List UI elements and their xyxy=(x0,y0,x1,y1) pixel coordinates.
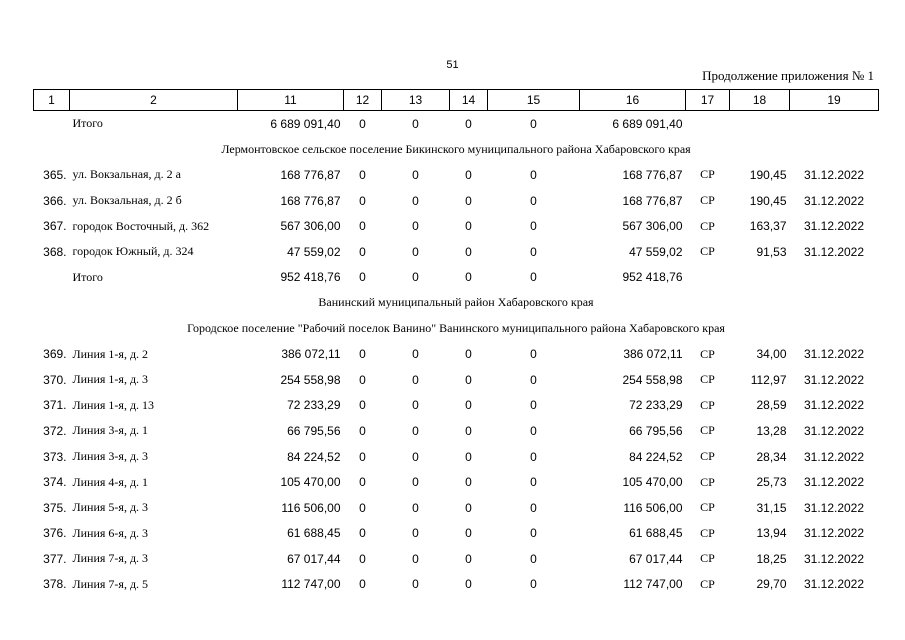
amount-col11: 168 776,87 xyxy=(280,193,341,208)
value-col13: 0 xyxy=(412,526,419,541)
value-col14: 0 xyxy=(465,193,472,208)
amount-col16: 116 506,00 xyxy=(623,500,683,515)
code-col17 xyxy=(686,265,730,291)
value-col18: 25,73 xyxy=(756,475,787,490)
row-number: 370. xyxy=(43,372,67,387)
amount-col11: 168 776,87 xyxy=(280,167,341,182)
value-col18 xyxy=(730,111,790,137)
table-row xyxy=(34,444,879,470)
code-col17: СР xyxy=(700,551,715,566)
value-col18: 112,97 xyxy=(750,372,787,387)
column-header: 15 xyxy=(488,90,580,111)
address: Линия 6-я, д. 3 xyxy=(72,525,149,540)
value-col12: 0 xyxy=(359,244,366,259)
value-col15: 0 xyxy=(530,398,537,413)
table-header-row xyxy=(34,90,879,111)
date-col19: 31.12.2022 xyxy=(803,500,865,515)
table-row xyxy=(34,213,879,239)
table-row xyxy=(34,393,879,419)
table-row xyxy=(34,469,879,495)
table-row xyxy=(34,239,879,265)
amount-col16: 168 776,87 xyxy=(622,167,683,182)
row-number: 371. xyxy=(43,398,67,413)
value-col18: 31,15 xyxy=(756,500,787,515)
value-col12: 0 xyxy=(359,449,366,464)
continuation-note: Продолжение приложения № 1 xyxy=(702,68,874,83)
amount-col11: 6 689 091,40 xyxy=(270,116,341,131)
value-col14: 0 xyxy=(465,270,472,285)
value-col13: 0 xyxy=(412,219,419,234)
amount-col11: 66 795,56 xyxy=(287,423,341,438)
value-col13: 0 xyxy=(412,500,419,515)
row-number: 372. xyxy=(43,423,67,438)
value-col13: 0 xyxy=(412,398,419,413)
column-header: 2 xyxy=(70,90,238,111)
value-col13: 0 xyxy=(412,423,419,438)
column-header: 1 xyxy=(34,90,70,111)
row-number: 366. xyxy=(43,193,67,208)
value-col14: 0 xyxy=(465,398,472,413)
row-number: 375. xyxy=(43,500,67,515)
code-col17: СР xyxy=(700,244,715,259)
date-col19: 31.12.2022 xyxy=(803,551,865,566)
value-col14: 0 xyxy=(465,219,472,234)
date-col19: 31.12.2022 xyxy=(803,423,865,438)
value-col14: 0 xyxy=(465,449,472,464)
code-col17: СР xyxy=(700,576,715,591)
date-col19: 31.12.2022 xyxy=(803,475,865,490)
section-heading: Ванинский муниципальный район Хабаровского края xyxy=(318,295,594,310)
column-header: 16 xyxy=(580,90,686,111)
value-col18: 163,37 xyxy=(749,219,787,234)
value-col12: 0 xyxy=(359,423,366,438)
address: Линия 7-я, д. 5 xyxy=(72,576,149,591)
value-col18: 13,94 xyxy=(756,526,787,541)
table-row xyxy=(34,162,879,188)
row-number: 369. xyxy=(43,347,67,362)
value-col15: 0 xyxy=(530,270,537,285)
value-col12: 0 xyxy=(359,500,366,515)
value-col14: 0 xyxy=(465,551,472,566)
address: городок Южный, д. 324 xyxy=(72,244,194,259)
section-heading-row xyxy=(34,290,879,316)
code-col17: СР xyxy=(700,218,715,233)
value-col15: 0 xyxy=(530,526,537,541)
code-col17: СР xyxy=(700,167,715,182)
value-col18 xyxy=(730,265,790,291)
row-number: 367. xyxy=(43,219,67,234)
value-col13: 0 xyxy=(412,372,419,387)
value-col12: 0 xyxy=(359,372,366,387)
value-col13: 0 xyxy=(412,116,419,131)
address: Линия 1-я, д. 3 xyxy=(72,372,149,387)
value-col14: 0 xyxy=(465,167,472,182)
data-table xyxy=(33,89,879,597)
table-row xyxy=(34,265,879,291)
row-number xyxy=(34,111,70,137)
code-col17: СР xyxy=(700,397,715,412)
value-col18: 34,00 xyxy=(756,347,787,362)
amount-col11: 72 233,29 xyxy=(287,398,341,413)
row-number: 365. xyxy=(43,167,67,182)
value-col14: 0 xyxy=(465,372,472,387)
value-col13: 0 xyxy=(412,270,419,285)
code-col17: СР xyxy=(700,449,715,464)
value-col15: 0 xyxy=(530,475,537,490)
row-number: 373. xyxy=(43,449,67,464)
amount-col16: 952 418,76 xyxy=(622,270,683,285)
date-col19: 31.12.2022 xyxy=(803,347,865,362)
row-number: 368. xyxy=(43,244,67,259)
value-col14: 0 xyxy=(465,475,472,490)
value-col14: 0 xyxy=(465,244,472,259)
row-number xyxy=(34,265,70,291)
code-col17: СР xyxy=(700,423,715,438)
value-col15: 0 xyxy=(530,219,537,234)
value-col14: 0 xyxy=(465,116,472,131)
value-col18: 190,45 xyxy=(749,167,787,182)
value-col12: 0 xyxy=(359,193,366,208)
value-col14: 0 xyxy=(465,577,472,592)
code-col17: СР xyxy=(700,525,715,540)
amount-col16: 67 017,44 xyxy=(629,551,683,566)
value-col14: 0 xyxy=(465,500,472,515)
column-header: 19 xyxy=(790,90,879,111)
amount-col16: 254 558,98 xyxy=(622,372,683,387)
value-col12: 0 xyxy=(359,526,366,541)
page-number: 51 xyxy=(446,59,459,71)
code-col17: СР xyxy=(700,500,715,515)
row-number: 378. xyxy=(43,577,67,592)
address: Линия 1-я, д. 13 xyxy=(72,397,155,412)
amount-col11: 254 558,98 xyxy=(280,372,341,387)
amount-col11: 952 418,76 xyxy=(280,270,341,285)
address: Линия 3-я, д. 3 xyxy=(72,449,149,464)
date-col19: 31.12.2022 xyxy=(803,244,865,259)
value-col13: 0 xyxy=(412,347,419,362)
date-col19: 31.12.2022 xyxy=(803,219,865,234)
row-number: 374. xyxy=(43,475,67,490)
value-col13: 0 xyxy=(412,244,419,259)
table-row xyxy=(34,521,879,547)
row-number: 377. xyxy=(43,551,67,566)
value-col18: 29,70 xyxy=(756,577,787,592)
table-row xyxy=(34,418,879,444)
section-heading: Лермонтовское сельское поселение Бикинского муниципального района Хабаровского края xyxy=(221,141,691,156)
section-heading-row xyxy=(34,316,879,342)
column-header: 14 xyxy=(450,90,488,111)
date-col19: 31.12.2022 xyxy=(803,526,865,541)
value-col15: 0 xyxy=(530,577,537,592)
value-col15: 0 xyxy=(530,423,537,438)
value-col12: 0 xyxy=(359,551,366,566)
value-col18: 28,59 xyxy=(756,398,787,413)
row-number: 376. xyxy=(43,526,67,541)
address: Линия 7-я, д. 3 xyxy=(72,551,149,566)
value-col18: 91,53 xyxy=(756,244,787,259)
value-col15: 0 xyxy=(530,244,537,259)
address: Линия 3-я, д. 1 xyxy=(72,423,149,438)
amount-col11: 67 017,44 xyxy=(287,551,341,566)
amount-col16: 105 470,00 xyxy=(622,475,683,490)
value-col12: 0 xyxy=(359,577,366,592)
value-col14: 0 xyxy=(465,347,472,362)
table-row xyxy=(34,188,879,214)
amount-col16: 47 559,02 xyxy=(629,244,683,259)
value-col18: 190,45 xyxy=(749,193,787,208)
value-col13: 0 xyxy=(412,577,419,592)
date-col19 xyxy=(790,111,879,137)
address: Линия 1-я, д. 2 xyxy=(72,346,149,361)
address: ул. Вокзальная, д. 2 а xyxy=(72,167,181,182)
table-row xyxy=(34,111,879,137)
value-col13: 0 xyxy=(412,449,419,464)
amount-col11: 84 224,52 xyxy=(287,449,341,464)
table-row xyxy=(34,546,879,572)
code-col17 xyxy=(686,111,730,137)
amount-col11: 61 688,45 xyxy=(287,526,341,541)
code-col17: СР xyxy=(700,193,715,208)
value-col12: 0 xyxy=(359,219,366,234)
value-col15: 0 xyxy=(530,372,537,387)
address: Итого xyxy=(72,116,103,131)
value-col13: 0 xyxy=(412,167,419,182)
value-col15: 0 xyxy=(530,500,537,515)
value-col12: 0 xyxy=(359,398,366,413)
amount-col11: 112 747,00 xyxy=(281,577,341,592)
amount-col16: 66 795,56 xyxy=(629,423,683,438)
amount-col11: 47 559,02 xyxy=(287,244,341,259)
value-col12: 0 xyxy=(359,270,366,285)
value-col18: 13,28 xyxy=(756,423,787,438)
value-col12: 0 xyxy=(359,475,366,490)
date-col19: 31.12.2022 xyxy=(803,398,865,413)
value-col13: 0 xyxy=(412,551,419,566)
date-col19: 31.12.2022 xyxy=(803,577,865,592)
amount-col16: 386 072,11 xyxy=(623,347,683,362)
amount-col11: 105 470,00 xyxy=(280,475,341,490)
section-heading-row xyxy=(34,137,879,163)
table-row xyxy=(34,572,879,598)
value-col12: 0 xyxy=(359,116,366,131)
date-col19: 31.12.2022 xyxy=(803,372,865,387)
table-row xyxy=(34,367,879,393)
value-col13: 0 xyxy=(412,193,419,208)
address: Линия 4-я, д. 1 xyxy=(72,474,149,489)
amount-col16: 112 747,00 xyxy=(623,577,683,592)
amount-col16: 61 688,45 xyxy=(629,526,683,541)
value-col15: 0 xyxy=(530,347,537,362)
value-col12: 0 xyxy=(359,347,366,362)
value-col18: 28,34 xyxy=(756,449,787,464)
amount-col11: 567 306,00 xyxy=(280,219,341,234)
value-col18: 18,25 xyxy=(756,551,787,566)
value-col15: 0 xyxy=(530,116,537,131)
amount-col11: 116 506,00 xyxy=(281,500,341,515)
address: ул. Вокзальная, д. 2 б xyxy=(72,193,182,208)
code-col17: СР xyxy=(700,346,715,361)
value-col14: 0 xyxy=(465,526,472,541)
address: городок Восточный, д. 362 xyxy=(72,218,210,233)
code-col17: СР xyxy=(700,372,715,387)
section-heading: Городское поселение "Рабочий поселок Ванино" Ванинского муниципального района Хабаровского края xyxy=(187,321,725,336)
amount-col16: 72 233,29 xyxy=(629,398,683,413)
value-col12: 0 xyxy=(359,167,366,182)
column-header: 11 xyxy=(238,90,344,111)
amount-col16: 6 689 091,40 xyxy=(612,116,683,131)
column-header: 12 xyxy=(344,90,382,111)
value-col13: 0 xyxy=(412,475,419,490)
column-header: 17 xyxy=(686,90,730,111)
address: Линия 5-я, д. 3 xyxy=(72,500,149,515)
address: Итого xyxy=(72,269,103,284)
code-col17: СР xyxy=(700,474,715,489)
amount-col16: 567 306,00 xyxy=(622,219,683,234)
date-col19 xyxy=(790,265,879,291)
date-col19: 31.12.2022 xyxy=(803,193,865,208)
value-col14: 0 xyxy=(465,423,472,438)
amount-col11: 386 072,11 xyxy=(281,347,341,362)
column-header: 18 xyxy=(730,90,790,111)
column-header: 13 xyxy=(382,90,450,111)
amount-col16: 84 224,52 xyxy=(629,449,683,464)
value-col15: 0 xyxy=(530,167,537,182)
value-col15: 0 xyxy=(530,193,537,208)
table-row xyxy=(34,495,879,521)
value-col15: 0 xyxy=(530,551,537,566)
table-row xyxy=(34,341,879,367)
date-col19: 31.12.2022 xyxy=(803,167,865,182)
value-col15: 0 xyxy=(530,449,537,464)
amount-col16: 168 776,87 xyxy=(622,193,683,208)
date-col19: 31.12.2022 xyxy=(803,449,865,464)
